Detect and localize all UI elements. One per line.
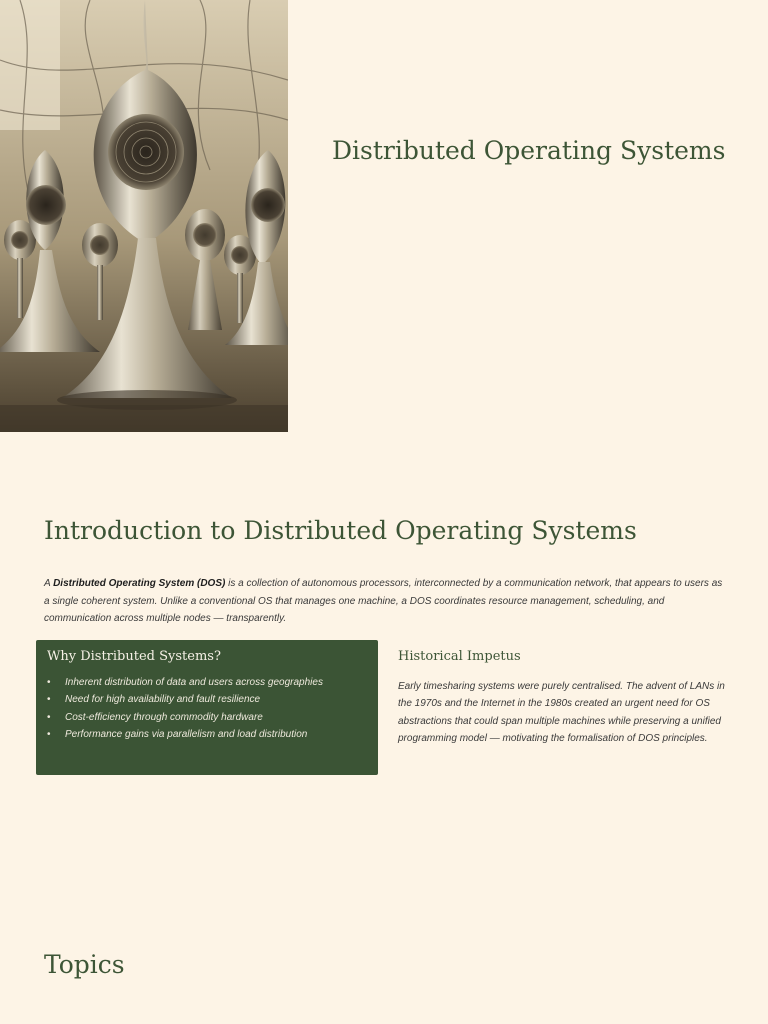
- bullet-icon: •: [47, 677, 51, 688]
- intro-paragraph: [44, 575, 724, 628]
- historical-heading: Historical Impetus: [398, 649, 521, 664]
- intro-term: Distributed Operating System (DOS): [53, 578, 226, 589]
- list-item: • Need for high availability and fault resilience: [47, 691, 367, 708]
- intro-lead: A: [44, 578, 54, 589]
- list-item: • Cost-efficiency through commodity hardware: [47, 709, 367, 726]
- bullet-icon: •: [47, 694, 51, 706]
- list-item: • Performance gains via parallelism and load distribution: [47, 726, 367, 743]
- bullet-icon: •: [47, 711, 51, 723]
- topics-heading: Topics: [44, 950, 125, 979]
- historical-paragraph: Early timesharing systems were purely centralised. The advent of LANs in the 1970s and the Internet in the 1980s created an urgent need for OS abstractions that could span multiple machines while preserving a unified programming model — motivating the formalisation of DOS principles.: [398, 681, 725, 745]
- bullet-icon: •: [47, 729, 51, 741]
- intro-body: is a collection of autonomous processors, interconnected by a communication network, that appears to users as a single coherent system. Unlike a conventional OS that manages one machine, a DOS coordinates resource management, scheduling, and communication across multiple nodes — transparently.: [44, 578, 723, 624]
- list-item: • Inherent distribution of data and users across geographies: [47, 674, 367, 691]
- why-heading: Why Distributed Systems?: [47, 649, 221, 664]
- intro-heading: Introduction to Distributed Operating Systems: [44, 516, 637, 545]
- why-list: [47, 674, 367, 744]
- why-distributed-card: [36, 640, 378, 775]
- hero-image: [0, 0, 288, 432]
- page-title: Distributed Operating Systems: [332, 136, 726, 165]
